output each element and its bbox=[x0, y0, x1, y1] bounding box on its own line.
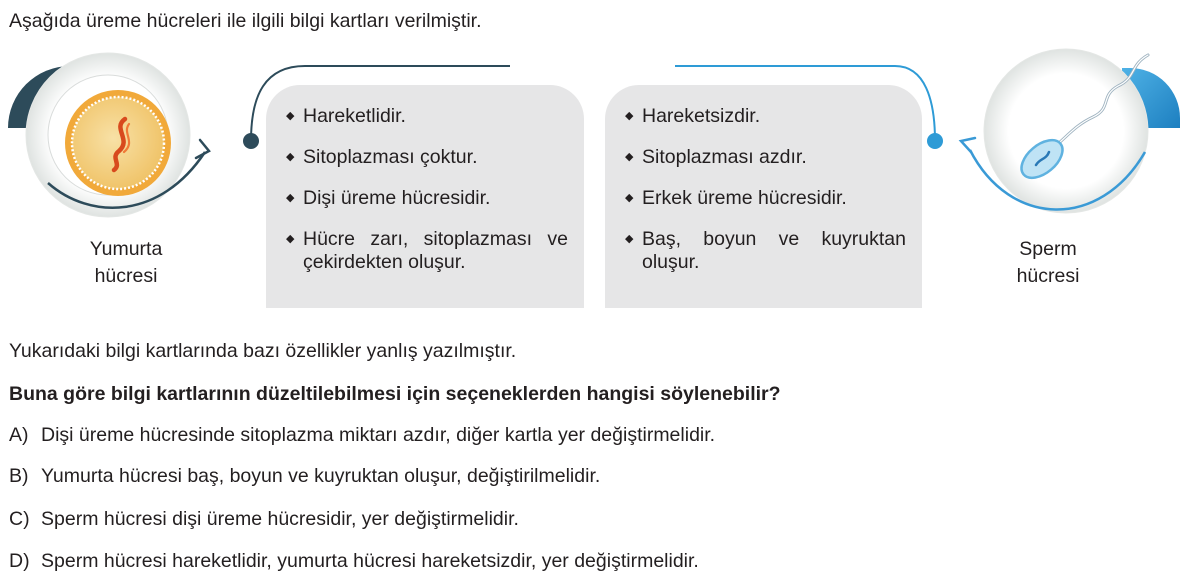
egg-cell-label bbox=[62, 236, 190, 290]
statement-text: Yukarıdaki bilgi kartlarında bazı özellikler yanlış yazılmıştır. bbox=[9, 340, 517, 362]
option-b[interactable] bbox=[9, 465, 600, 488]
option-d[interactable] bbox=[9, 550, 699, 573]
sperm-cell-icon bbox=[961, 49, 1180, 213]
sperm-label-line1: Sperm bbox=[1019, 238, 1077, 260]
info-card-left bbox=[266, 85, 584, 308]
info-card-right bbox=[605, 85, 922, 308]
card-item: ◆ Dişi üreme hücresidir. bbox=[286, 187, 568, 210]
option-text: Sperm hücresi hareketlidir, yumurta hücresi hareketsizdir, yer değiştirmelidir. bbox=[41, 550, 699, 572]
option-c[interactable] bbox=[9, 508, 519, 531]
option-letter: A) bbox=[9, 424, 29, 446]
card-item: ◆ Hücre zarı, sitoplazması ve çekirdekten oluşur. bbox=[286, 228, 568, 274]
card-item: ◆ Baş, boyun ve kuyruktan oluşur. bbox=[625, 228, 906, 274]
sperm-cell-label bbox=[988, 236, 1108, 290]
sperm-label-line2: hücresi bbox=[1016, 265, 1080, 287]
intro-text: Aşağıda üreme hücreleri ile ilgili bilgi kartları verilmiştir. bbox=[9, 10, 482, 32]
option-text: Sperm hücresi dişi üreme hücresidir, yer değiştirmelidir. bbox=[41, 508, 519, 530]
option-text: Yumurta hücresi baş, boyun ve kuyruktan oluşur, değiştirilmelidir. bbox=[41, 465, 601, 487]
card-item: ◆ Erkek üreme hücresidir. bbox=[625, 187, 906, 210]
egg-cell-icon bbox=[8, 53, 209, 217]
egg-label-line1: Yumurta bbox=[89, 238, 163, 260]
option-letter: C) bbox=[9, 508, 30, 530]
option-a[interactable] bbox=[9, 424, 715, 447]
option-letter: B) bbox=[9, 465, 29, 487]
egg-label-line2: hücresi bbox=[94, 265, 158, 287]
card-item: ◆ Hareketsizdir. bbox=[625, 105, 906, 128]
card-item: ◆ Sitoplazması azdır. bbox=[625, 146, 906, 169]
option-text: Dişi üreme hücresinde sitoplazma miktarı azdır, diğer kartla yer değiştirmelidir. bbox=[41, 424, 716, 446]
card-item: ◆ Hareketlidir. bbox=[286, 105, 568, 128]
question-text: Buna göre bilgi kartlarının düzeltilebilmesi için seçeneklerden hangisi söylenebilir? bbox=[9, 383, 781, 405]
option-letter: D) bbox=[9, 550, 30, 572]
card-item: ◆ Sitoplazması çoktur. bbox=[286, 146, 568, 169]
